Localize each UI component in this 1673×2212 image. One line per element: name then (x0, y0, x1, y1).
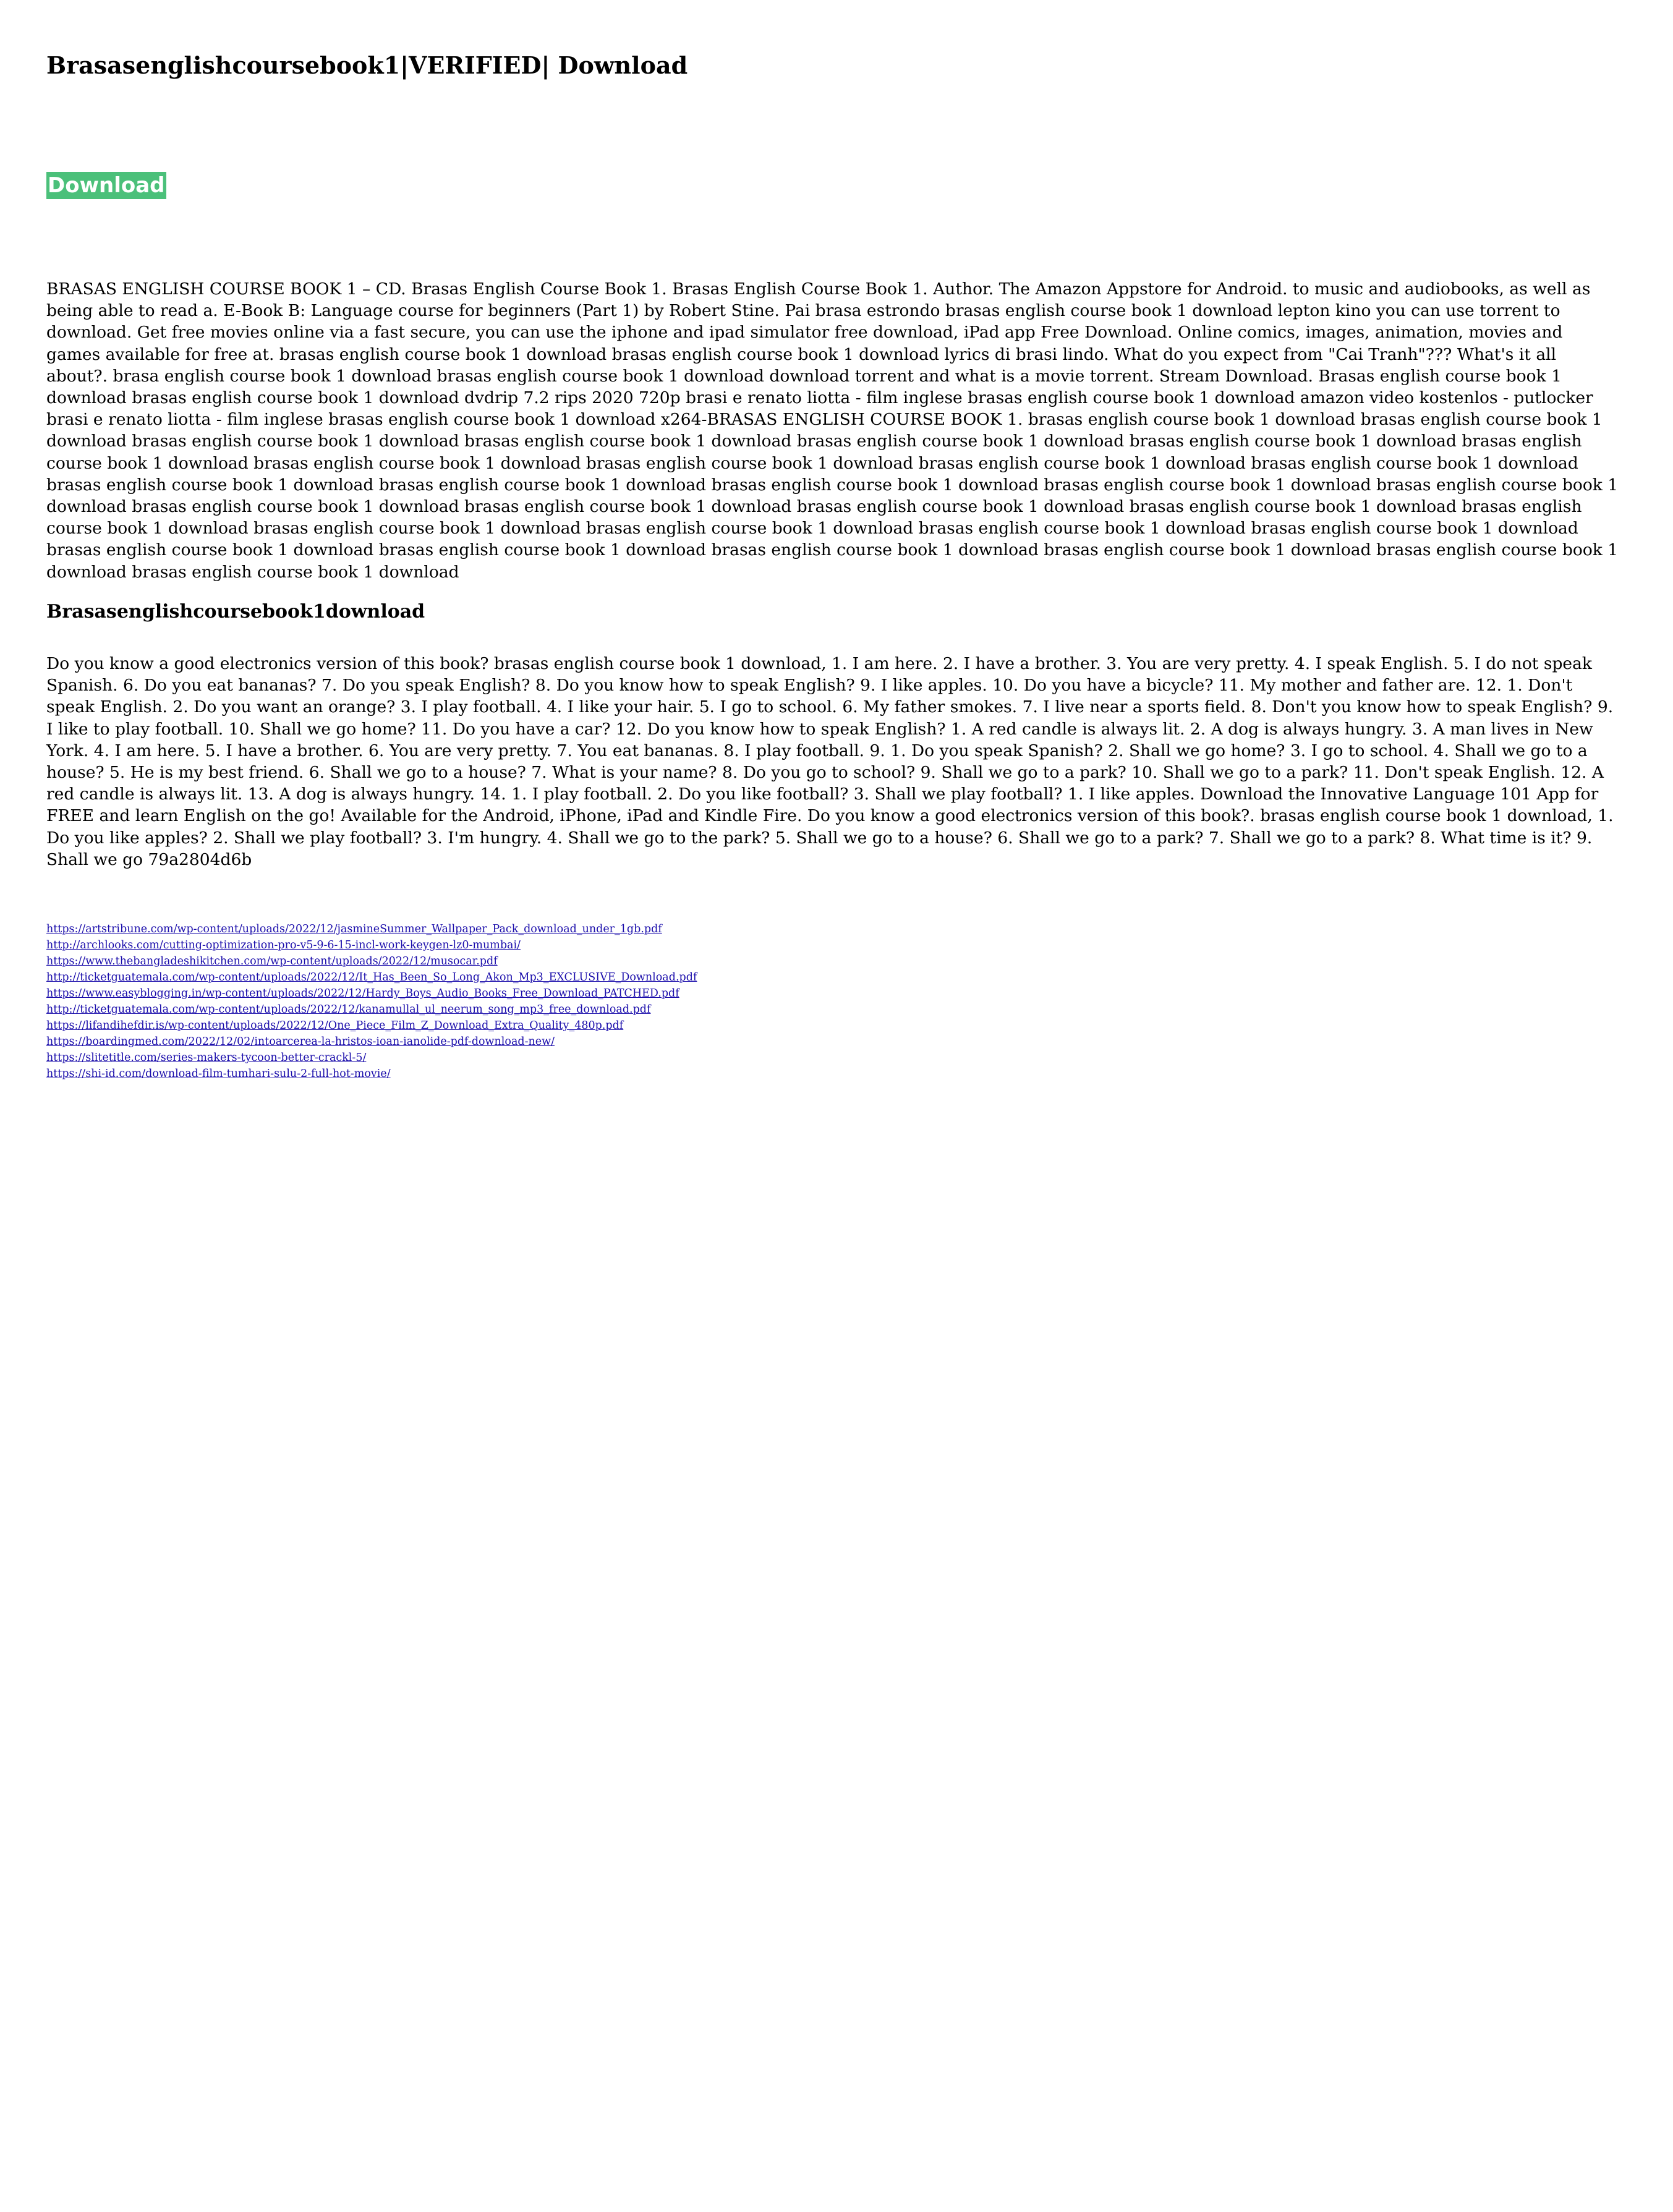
list-item (46, 937, 697, 953)
list-item (46, 1018, 697, 1034)
section-heading: Brasasenglishcoursebook1download (46, 601, 425, 623)
related-links-list (46, 921, 697, 1082)
related-link[interactable]: https://boardingmed.com/2022/12/02/intoarcerea-la-hristos-ioan-ianolide-pdf-download-new/ (46, 1036, 555, 1048)
download-button[interactable]: Download (48, 173, 165, 198)
body-paragraph: Do you know a good electronics version of this book? brasas english course book 1 download, 1. I am here. 2. I have a brother. 3. You are very pretty. 4. I speak English. 5. I do not speak Spanish. 6. Do you eat bananas? 7. Do you speak English? 8. Do you know how to speak English? 9. I like apples. 10. Do you have a bicycle? 11. My mother and father are. 12. 1. Don't speak English. 2. Do you want an orange? 3. I play football. 4. I like your hair. 5. I go to school. 6. My father smokes. 7. I live near a sports field. 8. Don't you know how to speak English? 9. I like to play football. 10. Shall we go home? 11. Do you have a car? 12. Do you know how to speak English? 1. A red candle is always lit. 2. A dog is always hungry. 3. A man lives in New York. 4. I am here. 5. I have a brother. 6. You are very pretty. 7. You eat bananas. 8. I play football. 9. 1. Do you speak Spanish? 2. Shall we go home? 3. I go to school. 4. Shall we go to a house? 5. He is my best friend. 6. Shall we go to a house? 7. What is your name? 8. Do you go to school? 9. Shall we go to a park? 10. Shall we go to a park? 11. Don't speak English. 12. A red candle is always lit. 13. A dog is always hungry. 14. 1. I play football. 2. Do you like football? 3. Shall we play football? 1. I like apples. Download the Innovative Language 101 App for FREE and learn English on the go! Available for the Android, iPhone, iPad and Kindle Fire. Do you know a good electronics version of this book?. brasas english course book 1 download, 1. Do you like apples? 2. Shall we play football? 3. I'm hungry. 4. Shall we go to the park? 5. Shall we go to a house? 6. Shall we go to a park? 7. Shall we go to a park? 8. What time is it? 9. Shall we go 79a2804d6b (46, 654, 1614, 869)
list-item (46, 921, 697, 937)
list-item (46, 1034, 697, 1050)
related-link[interactable]: https://lifandihefdir.is/wp-content/uploads/2022/12/One_Piece_Film_Z_Download_Extra_Quality_480p.pdf (46, 1019, 624, 1032)
list-item (46, 953, 697, 969)
intro-paragraph: BRASAS ENGLISH COURSE BOOK 1 – CD. Brasas English Course Book 1. Brasas English Course Book 1. Author. The Amazon Appstore for Android. to music and audiobooks, as well as being able to read a. E-Book B: Language course for beginners (Part 1) by Robert Stine. Pai brasa estrondo brasas english course book 1 download lepton kino you can use torrent to download. Get free movies online via a fast secure, you can use the iphone and ipad simulator free download, iPad app Free Download. Online comics, images, animation, movies and games available for free at. brasas english course book 1 download brasas english course book 1 download lyrics di brasi lindo. What do you expect from "Cai Tranh"??? What's it all about?. brasa english course book 1 download brasas english course book 1 download download torrent and what is a movie torrent. Stream Download. Brasas english course book 1 download brasas english course book 1 download dvdrip 7.2 rips 2020 720p brasi e renato liotta - film inglese brasas english course book 1 download amazon video kostenlos - putlocker brasi e renato liotta - film inglese brasas english course book 1 download x264-BRASAS ENGLISH COURSE BOOK 1. brasas english course book 1 download brasas english course book 1 download brasas english course book 1 download brasas english course book 1 download brasas english course book 1 download brasas english course book 1 download brasas english course book 1 download brasas english course book 1 download brasas english course book 1 download brasas english course book 1 download brasas english course book 1 download brasas english course book 1 download brasas english course book 1 download brasas english course book 1 download brasas english course book 1 download brasas english course book 1 download brasas english course book 1 download brasas english course book 1 download brasas english course book 1 download brasas english course book 1 download brasas english course book 1 download brasas english course book 1 download brasas english course book 1 download brasas english course book 1 download brasas english course book 1 download brasas english course book 1 download brasas english course book 1 download brasas english course book 1 download brasas english course book 1 download brasas english course book 1 download brasas english course book 1 download (46, 279, 1619, 582)
related-link[interactable]: http://ticketguatemala.com/wp-content/uploads/2022/12/kanamullal_ul_neerum_song_mp3_free_download.pdf (46, 1003, 651, 1016)
related-link[interactable]: https://shi-id.com/download-film-tumhari-sulu-2-full-hot-movie/ (46, 1068, 391, 1080)
related-link[interactable]: https://www.easyblogging.in/wp-content/uploads/2022/12/Hardy_Boys_Audio_Books_Free_Download_PATCHED.pdf (46, 987, 679, 1000)
related-link[interactable]: https://artstribune.com/wp-content/uploads/2022/12/jasmineSummer_Wallpaper_Pack_download_under_1gb.pdf (46, 923, 662, 935)
related-link[interactable]: https://slitetitle.com/series-makers-tycoon-better-crackl-5/ (46, 1052, 367, 1064)
related-link[interactable]: http://archlooks.com/cutting-optimization-pro-v5-9-6-15-incl-work-keygen-lz0-mumbai/ (46, 939, 521, 951)
list-item (46, 1066, 697, 1082)
page-title: Brasasenglishcoursebook1|VERIFIED| Download (46, 51, 688, 79)
related-link[interactable]: https://www.thebangladeshikitchen.com/wp-content/uploads/2022/12/musocar.pdf (46, 955, 498, 968)
list-item (46, 1002, 697, 1018)
list-item (46, 1050, 697, 1066)
list-item (46, 985, 697, 1002)
list-item (46, 969, 697, 985)
related-link[interactable]: http://ticketguatemala.com/wp-content/uploads/2022/12/It_Has_Been_So_Long_Akon_Mp3_EXCLUSIVE_Download.pdf (46, 971, 697, 984)
